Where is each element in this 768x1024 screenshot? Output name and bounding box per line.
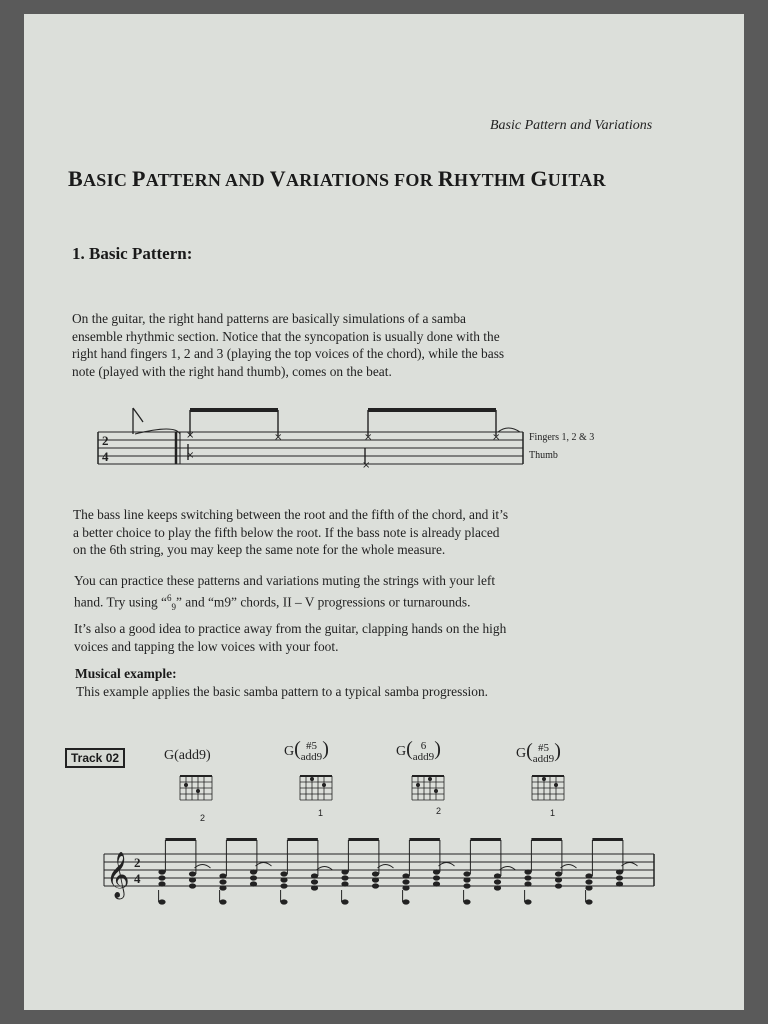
svg-text:4: 4 — [102, 449, 109, 464]
paragraph-basic-pattern: On the guitar, the right hand patterns are basically simulations of a samba ensemble rhythmic section. Notice that the syncopation is usually done with the right hand fingers 1, 2 and 3 (playing the top voices of the chord), while the bass note (played with the right hand thumb), comes on the beat. — [72, 311, 505, 379]
section-title: BASIC PATTERN AND VARIATIONS FOR RHYTHM GUITAR — [68, 166, 606, 191]
chord-note-group — [524, 840, 531, 905]
chord-symbol-2: G( #5 add9) — [284, 738, 329, 763]
notehead — [250, 869, 257, 874]
chord-note-group — [280, 840, 287, 905]
chord-note-group — [189, 840, 211, 889]
tie — [256, 863, 272, 867]
beam — [409, 838, 440, 841]
beam — [348, 838, 379, 841]
tie — [500, 867, 516, 871]
bass-notehead — [402, 899, 409, 904]
notehead — [616, 869, 623, 874]
svg-text:×: × — [492, 432, 501, 443]
musical-example-heading: Musical example: — [75, 666, 177, 681]
notehead — [494, 873, 501, 878]
notehead — [555, 871, 562, 876]
notehead — [433, 881, 440, 886]
notehead — [311, 879, 318, 884]
notehead — [189, 871, 196, 876]
svg-text:×: × — [186, 450, 195, 461]
notehead — [524, 881, 531, 886]
chord-note-group — [616, 840, 638, 887]
notehead — [158, 869, 165, 874]
bass-notehead — [585, 899, 592, 904]
notehead — [219, 879, 226, 884]
track-badge: Track 02 — [65, 748, 125, 768]
music-staff — [100, 826, 660, 916]
treble-clef-icon: 𝄞 — [106, 852, 130, 898]
notehead — [341, 881, 348, 886]
chord-4-fingering: 1 — [550, 808, 556, 818]
notehead — [189, 877, 196, 882]
notehead — [341, 869, 348, 874]
beam — [531, 838, 562, 841]
svg-text:4: 4 — [134, 871, 141, 886]
chord-symbol-4: G( #5 add9) — [516, 740, 561, 765]
notehead — [585, 879, 592, 884]
svg-text:2: 2 — [102, 433, 109, 448]
notehead — [372, 871, 379, 876]
musical-example-text: This example applies the basic samba pattern to a typical samba progression. — [76, 684, 489, 699]
svg-text:×: × — [364, 432, 373, 443]
beam — [287, 838, 318, 841]
svg-text:×: × — [186, 430, 195, 441]
rhythm-tab-staff — [78, 400, 698, 490]
chord-note-group — [311, 840, 333, 891]
bass-notehead — [463, 899, 470, 904]
chord-note-group — [433, 840, 455, 887]
tie — [561, 865, 577, 869]
notehead — [280, 871, 287, 876]
notehead — [402, 879, 409, 884]
thumb-label: Thumb — [529, 450, 558, 461]
notehead — [555, 883, 562, 888]
notehead — [280, 877, 287, 882]
chord-diagram-1 — [176, 774, 216, 806]
chord-note-group — [341, 840, 348, 905]
chord-note-group — [250, 840, 272, 887]
grace-flag-icon — [133, 408, 143, 434]
chord-note-group — [555, 840, 577, 889]
notehead — [463, 871, 470, 876]
notehead — [372, 877, 379, 882]
notehead — [433, 875, 440, 880]
notehead — [616, 881, 623, 886]
chord-note-group — [585, 840, 592, 905]
notehead — [280, 883, 287, 888]
notehead — [311, 873, 318, 878]
chord-note-group — [402, 840, 409, 905]
bass-notehead — [524, 899, 531, 904]
chord-symbol-1: G(add9) — [164, 748, 211, 763]
fingers-label: Fingers 1, 2 & 3 — [529, 432, 595, 443]
bass-notehead — [280, 899, 287, 904]
beam — [226, 838, 257, 841]
bass-notehead — [219, 899, 226, 904]
notehead — [311, 885, 318, 890]
beam — [470, 838, 501, 841]
notehead — [524, 869, 531, 874]
notehead — [463, 883, 470, 888]
chord-1-fingering: 2 — [200, 813, 206, 823]
notehead — [616, 875, 623, 880]
time-signature — [102, 433, 109, 464]
notehead — [433, 869, 440, 874]
notehead — [250, 881, 257, 886]
notehead — [250, 875, 257, 880]
paragraph-clapping: It’s also a good idea to practice away from the guitar, clapping hands on the high voices and tapping the low voices with your foot. — [74, 621, 507, 654]
chord-note-group — [372, 840, 394, 889]
chord-note-group — [463, 840, 470, 905]
bass-notehead — [341, 899, 348, 904]
bass-notehead — [158, 899, 165, 904]
chord-3-fingering: 2 — [436, 806, 442, 816]
svg-text:×: × — [274, 432, 283, 443]
svg-text:×: × — [362, 460, 371, 471]
notehead — [524, 875, 531, 880]
chord-note-group — [158, 840, 165, 905]
subsection-heading: 1. Basic Pattern: — [72, 244, 193, 263]
notehead — [555, 877, 562, 882]
notehead — [189, 883, 196, 888]
tie — [195, 865, 211, 869]
tie — [439, 863, 455, 867]
chord-symbol-3: G( 6 add9) — [396, 738, 441, 763]
beam — [165, 838, 196, 841]
notehead — [219, 873, 226, 878]
staff-time-signature — [134, 855, 141, 886]
chord-diagram-3 — [408, 774, 448, 806]
tie — [622, 863, 638, 867]
notehead — [494, 879, 501, 884]
chord-note-group — [494, 840, 516, 891]
beams — [190, 408, 496, 412]
notehead — [585, 885, 592, 890]
x-noteheads — [186, 430, 500, 471]
tie — [378, 865, 394, 869]
notehead — [341, 875, 348, 880]
paragraph-practice: You can practice these patterns and variations muting the strings with your left hand. Try using “$^6_9$” and “m9” chords, II – V progressions or turnarounds. — [74, 573, 496, 612]
notehead — [402, 885, 409, 890]
notehead — [219, 885, 226, 890]
beam — [592, 838, 623, 841]
chord-note-group — [219, 840, 226, 905]
chord-diagram-4 — [528, 774, 568, 806]
tie — [317, 867, 333, 871]
paragraph-bass-line: The bass line keeps switching between the root and the fifth of the chord, and it’s a better choice to play the fifth below the root. If the bass note is already placed on the 6th string, you may keep the same note for the whole measure. — [73, 507, 509, 557]
notehead — [158, 875, 165, 880]
notehead — [494, 885, 501, 890]
svg-text:2: 2 — [134, 855, 141, 870]
notehead — [402, 873, 409, 878]
notehead — [372, 883, 379, 888]
notehead — [463, 877, 470, 882]
notehead — [585, 873, 592, 878]
chord-diagram-2 — [296, 774, 336, 806]
notehead — [158, 881, 165, 886]
running-header: Basic Pattern and Variations — [490, 118, 653, 133]
chord-2-fingering: 1 — [318, 808, 324, 818]
